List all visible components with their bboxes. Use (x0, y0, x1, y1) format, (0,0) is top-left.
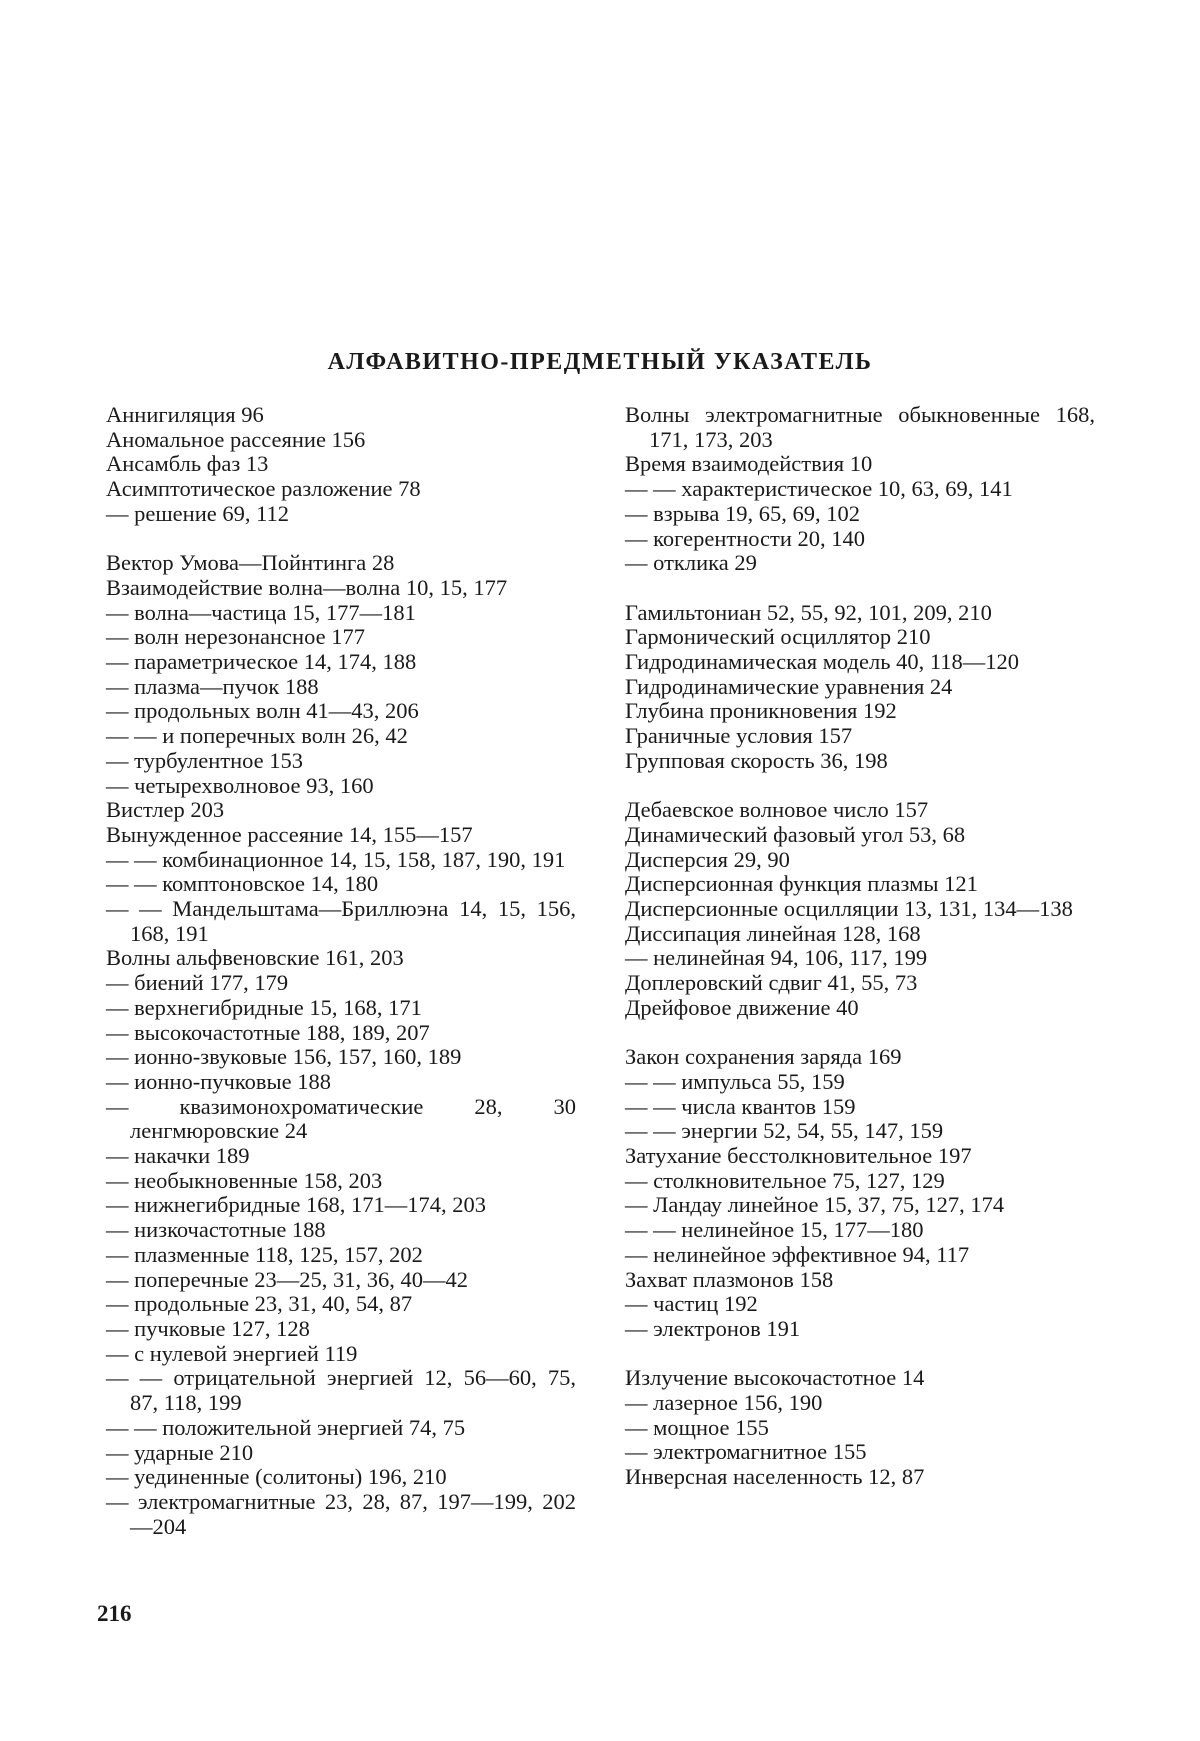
index-entry: — — энергии 52, 54, 55, 147, 159 (625, 1118, 944, 1144)
index-entry: — четырехволновое 93, 160 (106, 772, 374, 798)
index-entry: Волны альфвеновские 161, 203 (106, 945, 404, 971)
index-entry: — продольные 23, 31, 40, 54, 87 (106, 1291, 413, 1317)
page-number: 216 (97, 1601, 132, 1626)
index-entry: — плазменные 118, 125, 157, 202 (106, 1241, 423, 1267)
index-entry: — нелинейное эффективное 94, 117 (625, 1241, 970, 1267)
index-entry: — параметрическое 14, 174, 188 (106, 649, 417, 675)
index-entry: Диссипация линейная 128, 168 (625, 920, 921, 946)
index-entry: — — числа квантов 159 (625, 1093, 856, 1119)
index-entry: Дисперсионные осцилляции 13, 131, 134—138 (625, 896, 1073, 922)
index-entry: Граничные условия 157 (625, 723, 853, 749)
index-entry: — ионно-звуковые 156, 157, 160, 189 (106, 1044, 462, 1070)
index-entry: Дисперсионная функция плазмы 121 (625, 871, 978, 897)
index-entry: Вектор Умова—Пойнтинга 28 (106, 550, 395, 576)
index-entry: — столкновительное 75, 127, 129 (625, 1167, 945, 1193)
index-entry: — с нулевой энергией 119 (106, 1340, 358, 1366)
index-entry: Глубина проникновения 192 (625, 698, 897, 724)
index-entry: — ударные 210 (106, 1439, 254, 1465)
index-group (625, 1045, 1095, 1341)
index-entry: — поперечные 23—25, 31, 36, 40—42 (106, 1266, 468, 1292)
index-entry: Дисперсия 29, 90 (625, 846, 790, 872)
index-entry: — когерентности 20, 140 (625, 525, 866, 551)
index-entry: Закон сохранения заряда 169 (625, 1044, 902, 1070)
index-entry: — — характеристическое 10, 63, 69, 141 (625, 476, 1013, 502)
index-entry: Аннигиляция 96 (106, 402, 264, 427)
index-entry: Излучение высокочастотное 14 (625, 1365, 925, 1391)
index-entry: — ионно-пучковые 188 (106, 1068, 331, 1094)
index-entry: — биений 177, 179 (106, 970, 289, 996)
index-entry: Динамический фазовый угол 53, 68 (625, 821, 966, 847)
index-entry: — продольных волн 41—43, 206 (106, 698, 419, 724)
index-entry: — отклика 29 (625, 550, 757, 576)
index-entry: — верхнегибридные 15, 168, 171 (106, 994, 422, 1020)
index-group (625, 1366, 1095, 1490)
index-entry: Время взаимодействия 10 (625, 451, 873, 477)
index-entry: — решение 69, 112 (106, 500, 290, 526)
page-title: АЛФАВИТНО-ПРЕДМЕТНЫЙ УКАЗАТЕЛЬ (327, 349, 873, 375)
index-entry: Групповая скорость 36, 198 (625, 747, 888, 773)
index-entry: — — импульса 55, 159 (625, 1068, 845, 1094)
index-group (625, 403, 1095, 576)
index-group (625, 601, 1095, 774)
index-entry: Асимптотическое разложение 78 (106, 476, 421, 502)
index-entry: — лазерное 156, 190 (625, 1390, 823, 1416)
index-entry: — необыкновенные 158, 203 (106, 1167, 383, 1193)
index-entry: — частиц 192 (625, 1291, 758, 1317)
index-entry: — уединенные (солитоны) 196, 210 (106, 1464, 447, 1490)
index-entry: Аномальное рассеяние 156 (106, 426, 366, 452)
index-entry: — — нелинейное 15, 177—180 (625, 1217, 924, 1243)
index-entry: — квазимонохроматические 28, 30 ленгмюровские 24 (106, 1093, 576, 1144)
index-entry: — пучковые 127, 128 (106, 1316, 310, 1341)
index-entry: Гидродинамическая модель 40, 118—120 (625, 649, 1019, 675)
index-group (625, 798, 1095, 1020)
index-entry: — — и поперечных волн 26, 42 (106, 723, 408, 749)
index-group (106, 403, 576, 527)
index-entry: — высокочастотные 188, 189, 207 (106, 1019, 430, 1045)
index-group (106, 551, 576, 1539)
index-entry: — мощное 155 (625, 1414, 769, 1440)
index-column-right (625, 403, 1095, 1490)
index-entry: — плазма—пучок 188 (106, 673, 319, 699)
index-entry: — нелинейная 94, 106, 117, 199 (625, 945, 928, 971)
index-entry: Дебаевское волновое число 157 (625, 797, 929, 823)
index-entry: Вынужденное рассеяние 14, 155—157 (106, 821, 473, 847)
index-entry: — накачки 189 (106, 1143, 250, 1169)
index-entry: Захват плазмонов 158 (625, 1266, 834, 1292)
index-entry: — турбулентное 153 (106, 747, 304, 773)
index-entry: Взаимодействие волна—волна 10, 15, 177 (106, 574, 508, 600)
index-entry: — низкочастотные 188 (106, 1217, 326, 1243)
index-entry: — волна—частица 15, 177—181 (106, 599, 416, 625)
index-entry: Гармонический осциллятор 210 (625, 624, 931, 650)
index-entry: — волн нерезонансное 177 (106, 624, 365, 650)
index-entry: — — отрицательной энергией 12, 56—60, 75, 87, 118, 199 (106, 1365, 576, 1416)
index-entry: Инверсная населенность 12, 87 (625, 1464, 925, 1490)
index-entry: Вистлер 203 (106, 797, 225, 823)
index-entry: — Ландау линейное 15, 37, 75, 127, 174 (625, 1192, 1005, 1218)
index-column-left (106, 403, 576, 1539)
index-entry: Гамильтониан 52, 55, 92, 101, 209, 210 (625, 599, 992, 625)
index-entry: Ансамбль фаз 13 (106, 451, 269, 477)
index-entry: Дрейфовое движение 40 (625, 994, 859, 1020)
index-entry: Волны электромагнитные обыкновенные 168, 171, 173, 203 (625, 402, 1095, 452)
index-entry: — электромагнитное 155 (625, 1439, 867, 1465)
index-entry: Гидродинамические уравнения 24 (625, 673, 953, 699)
index-entry: — взрыва 19, 65, 69, 102 (625, 500, 860, 526)
index-entry: Затухание бесстолкновительное 197 (625, 1143, 972, 1169)
index-entry: — — комбинационное 14, 15, 158, 187, 190, 191 (106, 846, 566, 872)
index-entry: — электронов 191 (625, 1315, 801, 1341)
index-entry: — — положительной энергией 74, 75 (106, 1414, 466, 1440)
index-entry: — — Мандельштама—Бриллюэна 14, 15, 156, 168, 191 (106, 896, 576, 946)
index-entry: — электромагнитные 23, 28, 87, 197—199, 202—204 (106, 1488, 576, 1539)
index-entry: — нижнегибридные 168, 171—174, 203 (106, 1192, 487, 1218)
index-entry: — — комптоновское 14, 180 (106, 871, 379, 897)
index-entry: Доплеровский сдвиг 41, 55, 73 (625, 970, 918, 996)
